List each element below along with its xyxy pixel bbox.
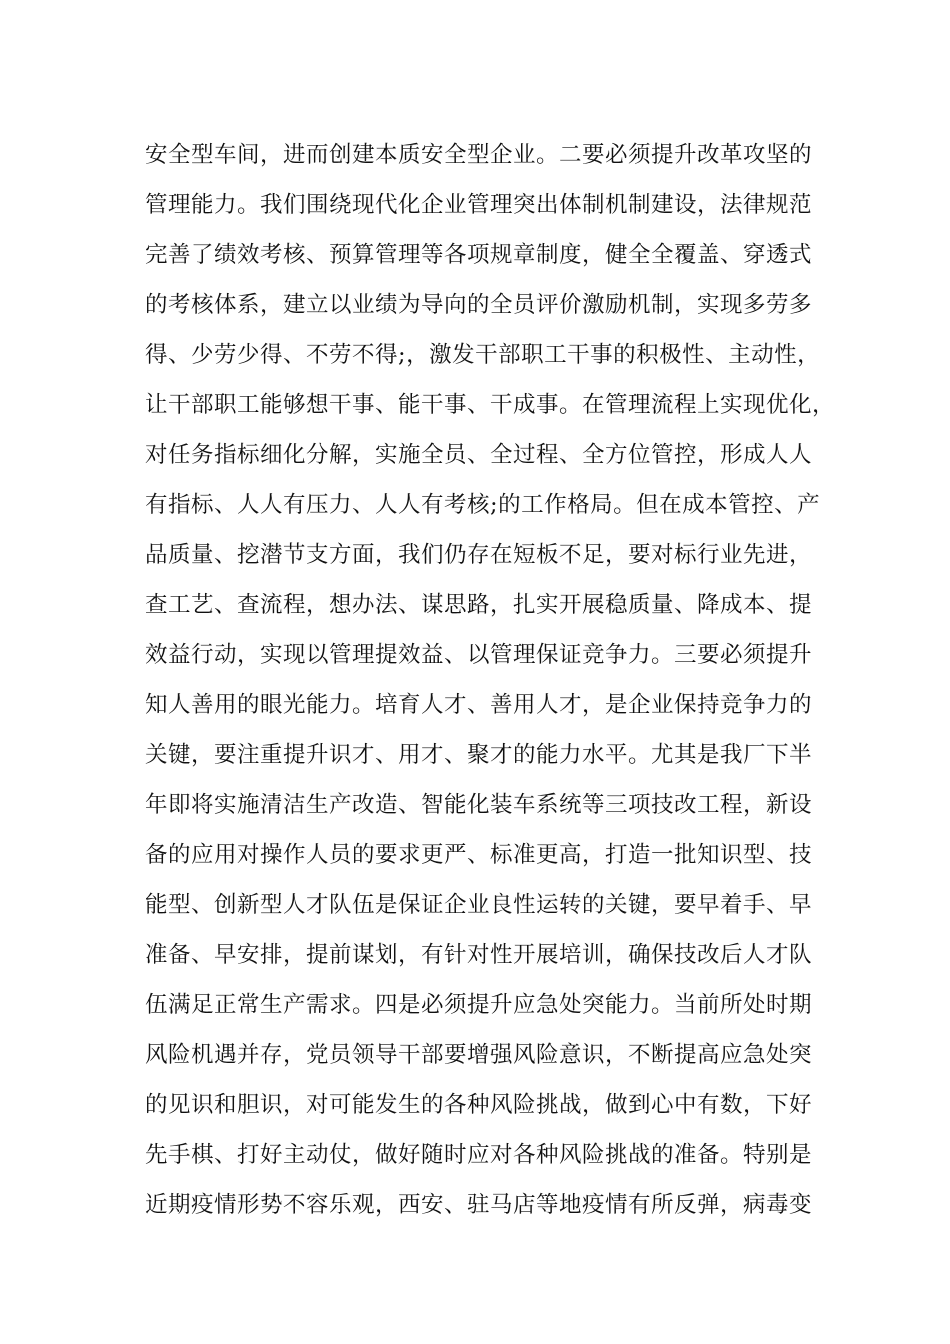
text-line: 让干部职工能够想干事、能干事、干成事。在管理流程上实现优化， (145, 392, 836, 418)
body-text (145, 130, 836, 1230)
text-line: 对任务指标细化分解，实施全员、全过程、全方位管控，形成人人 (145, 442, 813, 468)
text-line: 的考核体系，建立以业绩为导向的全员评价激励机制，实现多劳多 (145, 292, 813, 318)
text-line: 准备、早安排，提前谋划，有针对性开展培训，确保技改后人才队 (145, 942, 813, 968)
text-line: 近期疫情形势不容乐观，西安、驻马店等地疫情有所反弹，病毒变 (145, 1192, 813, 1218)
text-line: 伍满足正常生产需求。四是必须提升应急处突能力。当前所处时期 (145, 992, 813, 1018)
text-line: 知人善用的眼光能力。培育人才、善用人才，是企业保持竞争力的 (145, 692, 813, 718)
text-line: 备的应用对操作人员的要求更严、标准更高，打造一批知识型、技 (145, 842, 813, 868)
text-line: 关键，要注重提升识才、用才、聚才的能力水平。尤其是我厂下半 (145, 742, 813, 768)
text-line: 的见识和胆识，对可能发生的各种风险挑战，做到心中有数，下好 (145, 1092, 813, 1118)
text-line: 能型、创新型人才队伍是保证企业良性运转的关键，要早着手、早 (145, 892, 813, 918)
text-line: 先手棋、打好主动仗，做好随时应对各种风险挑战的准备。特别是 (145, 1142, 813, 1168)
text-line: 管理能力。我们围绕现代化企业管理突出体制机制建设，法律规范 (145, 192, 813, 218)
text-line: 安全型车间，进而创建本质安全型企业。二要必须提升改革攻坚的 (145, 142, 813, 168)
text-line: 有指标、人人有压力、人人有考核;的工作格局。但在成本管控、产 (145, 492, 821, 518)
text-line: 完善了绩效考核、预算管理等各项规章制度，健全全覆盖、穿透式 (145, 242, 813, 268)
text-line: 品质量、挖潜节支方面，我们仍存在短板不足，要对标行业先进， (145, 542, 813, 568)
text-line: 风险机遇并存，党员领导干部要增强风险意识，不断提高应急处突 (145, 1042, 813, 1068)
text-line: 得、少劳少得、不劳不得;，激发干部职工干事的积极性、主动性， (145, 342, 821, 368)
text-line: 查工艺、查流程，想办法、谋思路，扎实开展稳质量、降成本、提 (145, 592, 813, 618)
text-line: 效益行动，实现以管理提效益、以管理保证竞争力。三要必须提升 (145, 642, 813, 668)
text-line: 年即将实施清洁生产改造、智能化装车系统等三项技改工程，新设 (145, 792, 813, 818)
